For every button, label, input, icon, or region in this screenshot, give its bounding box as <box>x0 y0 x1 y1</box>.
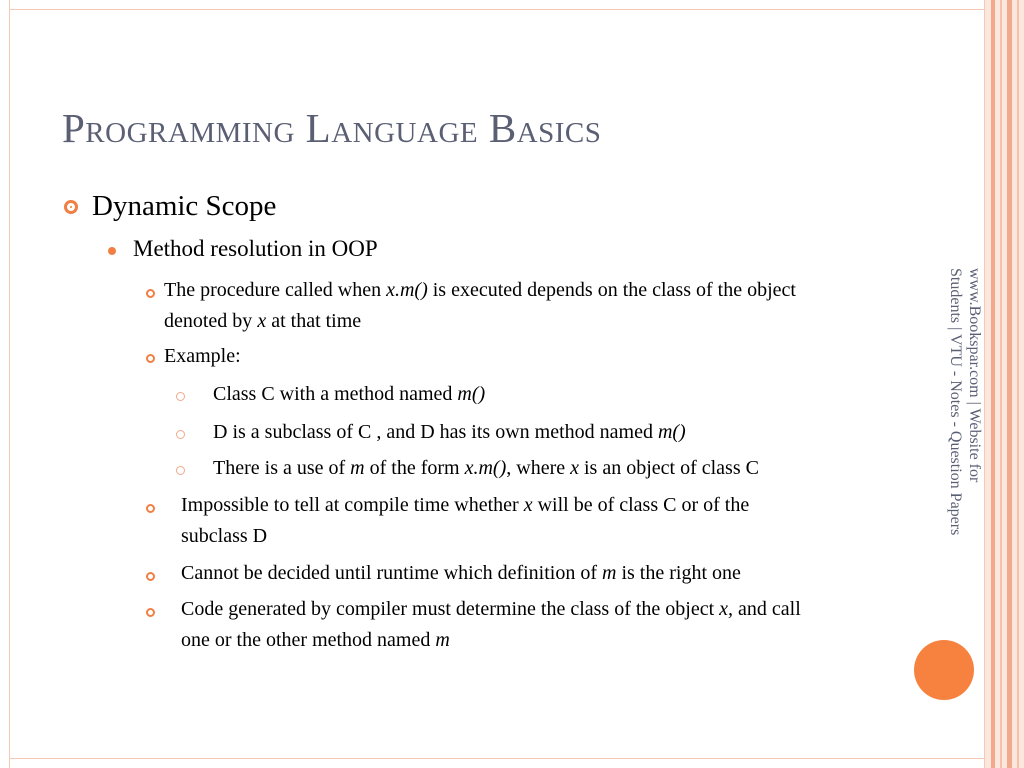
text: at that time <box>266 310 362 332</box>
text: , where <box>506 457 571 479</box>
code-text: m <box>350 457 365 479</box>
text: of the form <box>364 457 465 479</box>
code-text: x <box>257 310 267 332</box>
bullet-procedure-line-2 <box>164 310 361 333</box>
text: The procedure called when <box>164 279 387 301</box>
bullet-icon <box>146 354 155 363</box>
bullet-impossible-line-2: subclass D <box>181 525 268 547</box>
code-text: x <box>523 494 533 516</box>
bullet-use-of-m <box>213 457 759 480</box>
text: and call <box>733 598 801 620</box>
bullet-procedure-line-1 <box>164 279 796 302</box>
bullet-code-generated-line-2 <box>181 629 450 652</box>
bullet-cannot-be-decided <box>181 562 741 585</box>
code-text: m() <box>457 383 486 405</box>
bullet-subclass-d <box>213 421 686 444</box>
bullet-icon <box>146 572 155 581</box>
code-text: m <box>602 562 617 584</box>
bullet-icon <box>146 608 155 617</box>
bullet-class-c <box>213 383 485 406</box>
bullet-method-resolution: Method resolution in OOP <box>133 236 378 261</box>
bullet-icon <box>176 466 185 475</box>
watermark-line: Students | VTU - Notes - Question Papers <box>947 268 964 536</box>
bullet-icon <box>108 247 116 255</box>
text: will be of class C or of the <box>532 494 750 516</box>
text: Impossible to tell at compile time whether <box>181 494 524 516</box>
bullet-icon <box>176 430 185 439</box>
bullet-icon <box>146 289 155 298</box>
bullet-code-generated-line-1 <box>181 598 801 621</box>
text: D is a subclass of C , and D has its own method named <box>213 421 658 443</box>
stripe <box>991 0 995 768</box>
code-text: m <box>435 629 450 651</box>
bullet-dynamic-scope: Dynamic Scope <box>92 190 277 222</box>
code-text: m() <box>657 421 686 443</box>
code-text: x <box>570 457 579 479</box>
border-bottom <box>9 758 984 759</box>
decorative-circle <box>914 640 974 700</box>
slide-title: Programming Language Basics <box>62 105 602 151</box>
bullet-impossible-line-1 <box>181 494 749 517</box>
stripe <box>1007 0 1012 768</box>
watermark-line: www.Bookspar.com | Website for <box>966 268 983 483</box>
bullet-example: Example: <box>164 345 241 367</box>
bullet-icon <box>64 200 78 214</box>
text: Code generated by compiler must determine the class of the object <box>181 598 720 620</box>
text: denoted by <box>164 310 258 332</box>
watermark <box>946 268 984 598</box>
text: one or the other method named <box>181 629 436 651</box>
stripe <box>1017 0 1019 768</box>
bullet-icon <box>176 392 185 401</box>
text: is the right one <box>616 562 741 584</box>
code-text: x, <box>719 598 734 620</box>
border-left <box>9 0 10 768</box>
text: is executed depends on the class of the object <box>427 279 796 301</box>
bullet-icon <box>146 504 155 513</box>
text: Cannot be decided until runtime which definition of <box>181 562 603 584</box>
code-text: x.m() <box>464 457 507 479</box>
text: There is a use of <box>213 457 351 479</box>
text: Class C with a method named <box>213 383 458 405</box>
stripe <box>1000 0 1002 768</box>
code-text: x.m() <box>386 279 428 301</box>
border-top <box>9 9 984 10</box>
text: is an object of class C <box>579 457 759 479</box>
